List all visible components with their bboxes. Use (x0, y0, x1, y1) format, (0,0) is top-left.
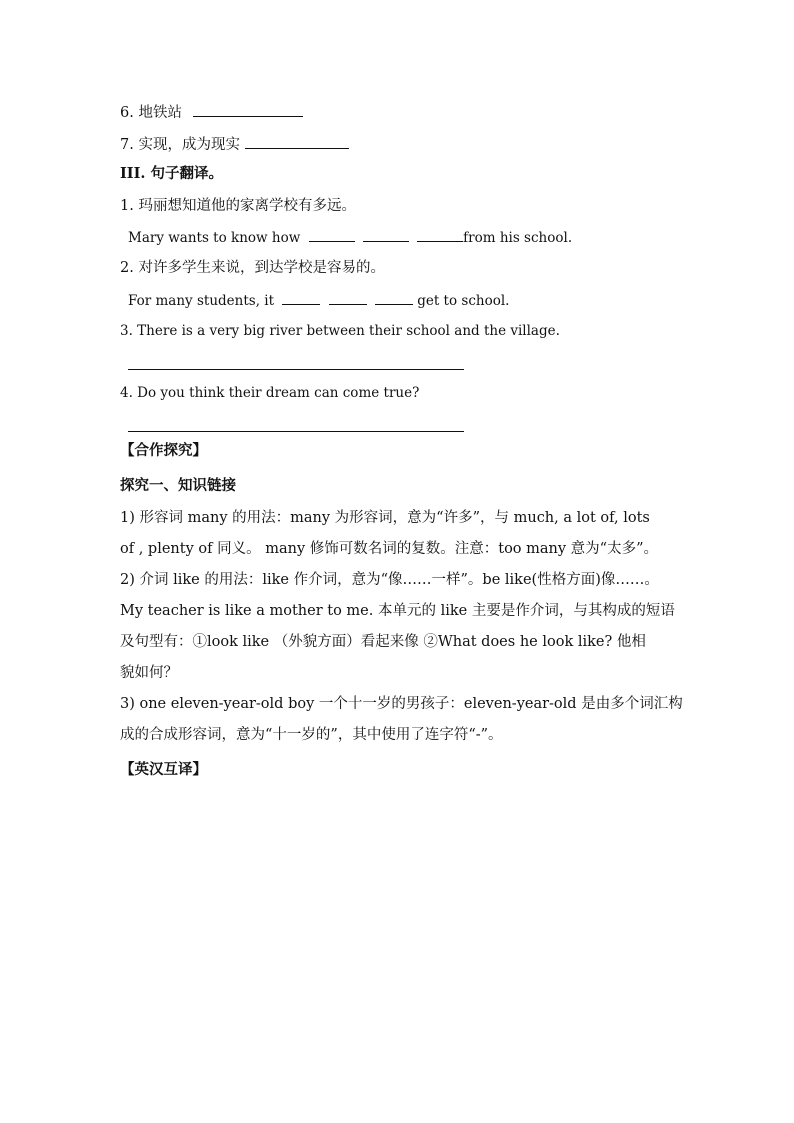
note-line: 2) 介词 like 的用法：like 作介词，意为“像……一样”。be like(性格方面)像……。 (120, 572, 659, 588)
vocab-item-6 (120, 102, 303, 123)
answer-blank[interactable] (193, 102, 303, 117)
note-line: 成的合成形容词，意为“十一岁的”，其中使用了连字符“-”。 (120, 727, 503, 743)
question-1-english (128, 227, 572, 248)
note-line: 3) one eleven-year-old boy 一个十一岁的男孩子：eleven-year-old 是由多个词汇构 (120, 696, 683, 712)
question-2-chinese: 2. 对许多学生来说，到达学校是容易的。 (120, 260, 385, 276)
note-line: My teacher is like a mother to me. 本单元的 like 主要是作介词，与其构成的短语 (120, 603, 675, 619)
vocab-item-6-text: 6. 地铁站 (120, 105, 187, 121)
answer-blank[interactable] (363, 227, 409, 242)
question-4: 4. Do you think their dream can come true? (120, 385, 420, 401)
question-2-english (128, 290, 509, 311)
answer-blank[interactable] (245, 134, 349, 149)
explore-heading: 探究一、知识链接 (120, 477, 236, 494)
note-line: of , plenty of 同义。 many 修饰可数名词的复数。注意：too many 意为“太多”。 (120, 541, 658, 557)
question-2-prefix: For many students, it (128, 293, 275, 309)
answer-line[interactable] (128, 369, 464, 370)
note-line: 及句型有：①look like （外貌方面）看起来像 ②What does he look like? 他相 (120, 634, 646, 650)
section-heading: III. 句子翻译。 (120, 165, 223, 182)
answer-blank[interactable] (417, 227, 463, 242)
question-1-chinese: 1. 玛丽想知道他的家离学校有多远。 (120, 198, 356, 214)
translate-heading: 【英汉互译】 (120, 761, 207, 778)
question-1-suffix: from his school. (463, 230, 573, 246)
answer-blank[interactable] (309, 227, 355, 242)
note-line: 貌如何？ (120, 665, 178, 681)
cooperation-heading: 【合作探究】 (120, 442, 207, 459)
answer-blank[interactable] (329, 290, 367, 305)
question-2-suffix: get to school. (417, 293, 510, 309)
question-3: 3. There is a very big river between their school and the village. (120, 323, 560, 339)
vocab-item-7 (120, 134, 349, 155)
vocab-item-7-text: 7. 实现，成为现实 (120, 137, 240, 153)
answer-blank[interactable] (282, 290, 320, 305)
answer-line[interactable] (128, 431, 464, 432)
question-1-prefix: Mary wants to know how (128, 230, 301, 246)
note-line: 1) 形容词 many 的用法：many 为形容词，意为“许多”，与 much, a lot of, lots (120, 510, 650, 526)
answer-blank[interactable] (375, 290, 413, 305)
